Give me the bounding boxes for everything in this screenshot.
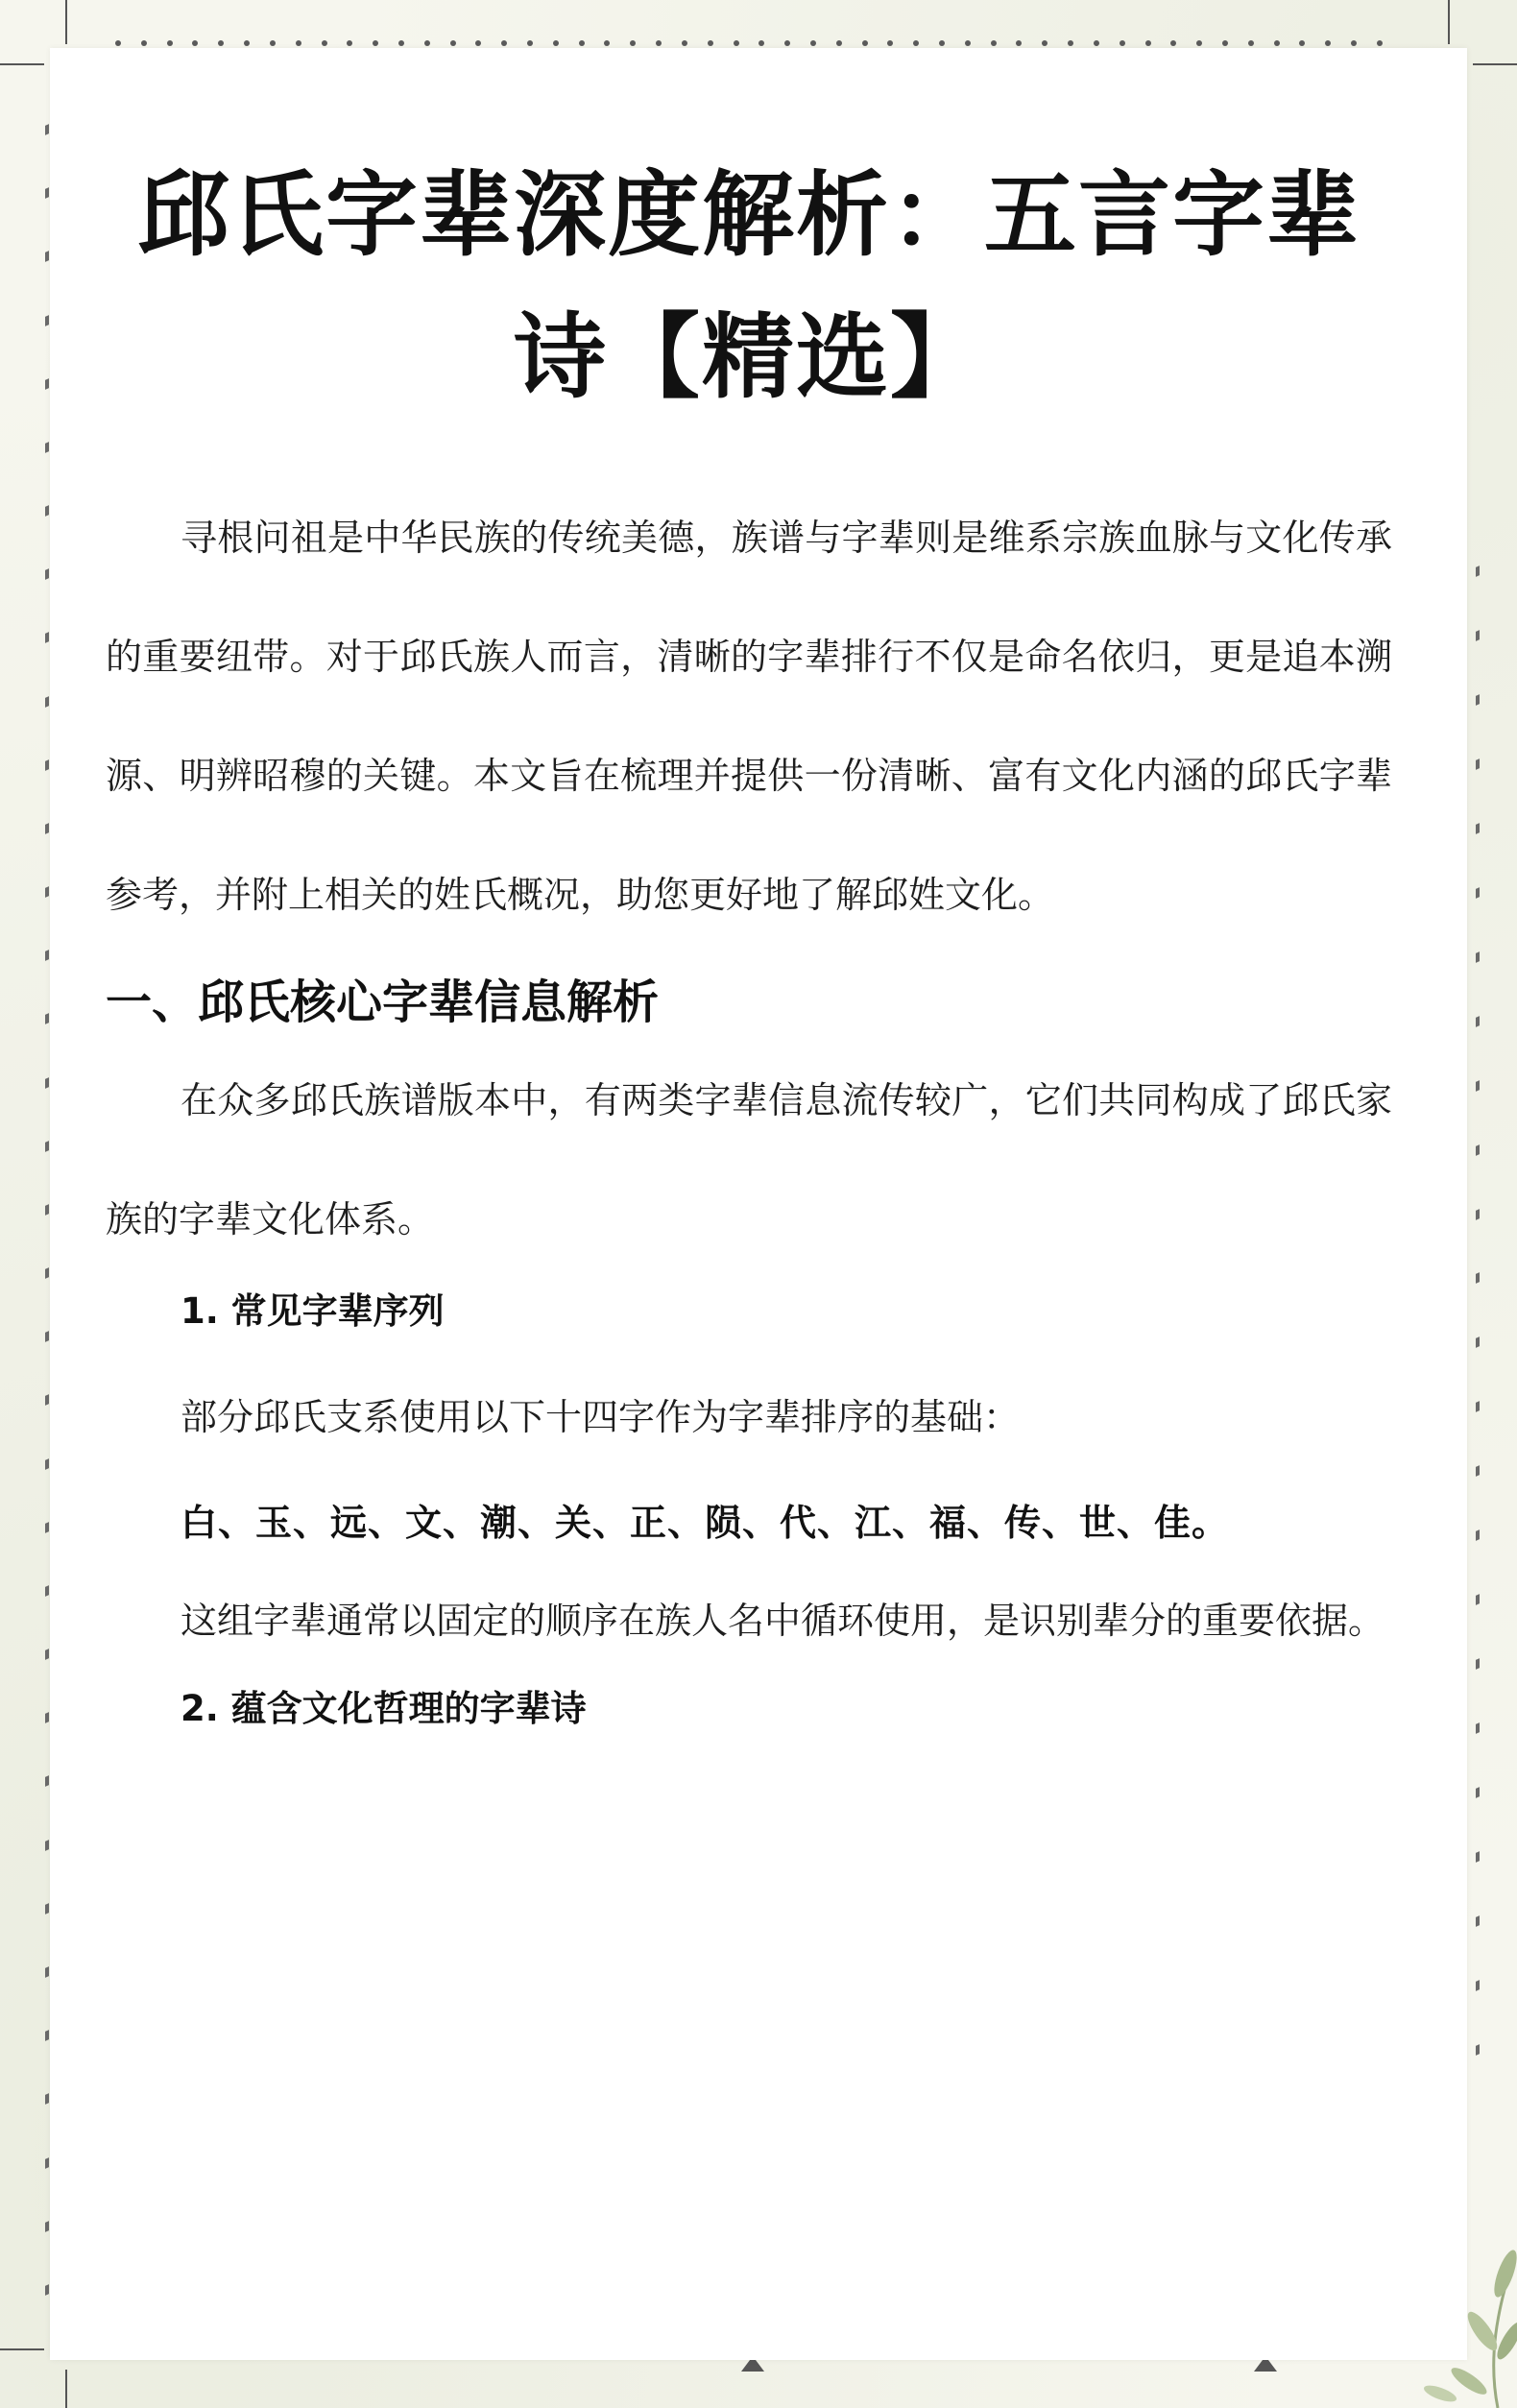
subsection-heading-1: 1. 常见字辈序列 [181, 1290, 445, 1332]
intro-paragraph: 寻根问祖是中华民族的传统美德，族谱与字辈则是维系宗族血脉与文化传承的重要纽带。对于邱氏族人而言，清晰的字辈排行不仅是命名依归，更是追本溯源、明辨昭穆的关键。本文旨在梳理并提供一份清晰、富有文化内涵的邱氏字辈参考，并附上相关的姓氏概况，助您更好地了解邱姓文化。 [106, 517, 1392, 916]
subsection-lead: 部分邱氏支系使用以下十四字作为字辈排序的基础： [181, 1396, 1021, 1438]
generation-sequence: 白、玉、远、文、潮、关、正、陨、代、江、福、传、世、佳。 [181, 1502, 1230, 1544]
corner-tick-top-left-vertical [65, 0, 67, 44]
section-heading: 一、邱氏核心字辈信息解析 [106, 975, 660, 1029]
leaf-decoration-icon [1383, 2216, 1517, 2408]
corner-tick-top-right-vertical [1448, 0, 1450, 44]
section-paragraph: 在众多邱氏族谱版本中，有两类字辈信息流传较广，它们共同构成了邱氏家族的字辈文化体系。 [106, 1079, 1392, 1240]
corner-tick-bottom-left [0, 2348, 44, 2350]
right-side-dashes [1473, 566, 1482, 2055]
article-content [106, 144, 1392, 1738]
article-title: 邱氏字辈深度解析：五言字辈诗【精选】 [137, 161, 1360, 411]
corner-tick-top-right [1473, 63, 1517, 65]
sequence-note: 这组字辈通常以固定的顺序在族人名中循环使用，是识别辈分的重要依据。 [181, 1600, 1385, 1642]
subsection-heading-2: 2. 蕴含文化哲理的字辈诗 [181, 1688, 587, 1729]
corner-tick-top-left [0, 63, 44, 65]
corner-tick-bottom-left-vertical [65, 2370, 67, 2408]
